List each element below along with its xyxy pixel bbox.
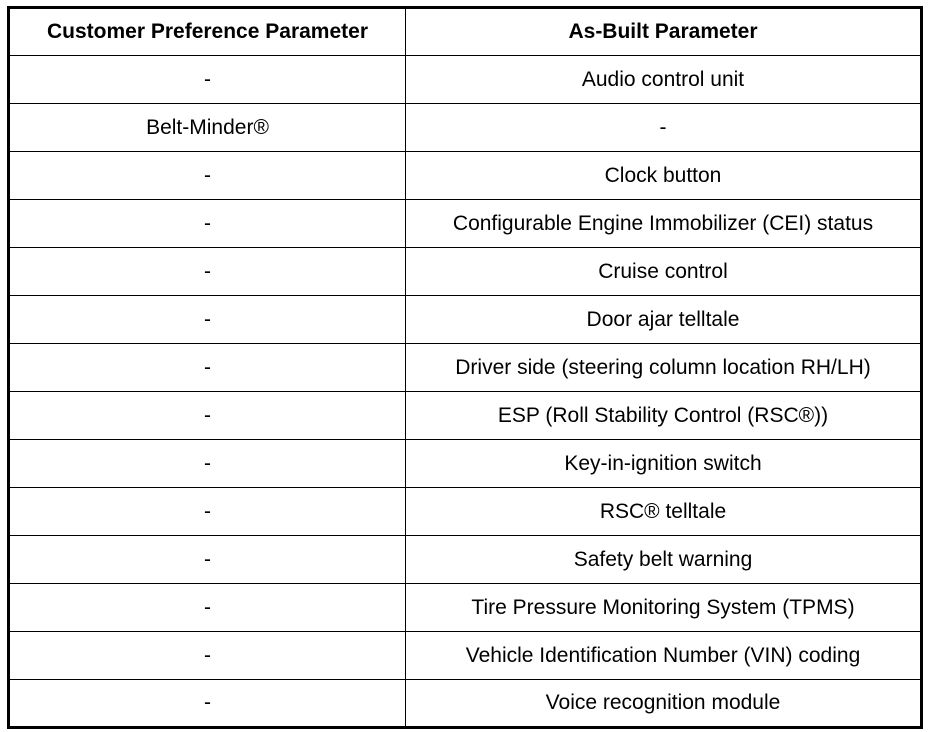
parameter-table [7, 6, 923, 729]
customer-preference-cell: - [9, 680, 406, 728]
as-built-cell: Door ajar telltale [406, 296, 922, 344]
parameter-table-container [7, 6, 920, 724]
as-built-cell: RSC® telltale [406, 488, 922, 536]
customer-preference-cell: - [9, 56, 406, 104]
table-row [9, 584, 922, 632]
as-built-cell: Cruise control [406, 248, 922, 296]
customer-preference-cell: - [9, 248, 406, 296]
table-row [9, 104, 922, 152]
table-row [9, 296, 922, 344]
as-built-cell: Voice recognition module [406, 680, 922, 728]
table-row [9, 344, 922, 392]
as-built-cell: Audio control unit [406, 56, 922, 104]
table-row [9, 200, 922, 248]
customer-preference-cell: - [9, 488, 406, 536]
customer-preference-cell: - [9, 200, 406, 248]
customer-preference-cell: - [9, 296, 406, 344]
table-row [9, 56, 922, 104]
table-row [9, 680, 922, 728]
table-row [9, 488, 922, 536]
as-built-cell: Safety belt warning [406, 536, 922, 584]
as-built-cell: - [406, 104, 922, 152]
customer-preference-cell: - [9, 632, 406, 680]
customer-preference-cell: - [9, 584, 406, 632]
table-row [9, 536, 922, 584]
table-header-row [9, 8, 922, 56]
table-row [9, 152, 922, 200]
as-built-cell: ESP (Roll Stability Control (RSC®)) [406, 392, 922, 440]
customer-preference-cell: - [9, 152, 406, 200]
table-row [9, 632, 922, 680]
customer-preference-cell: - [9, 440, 406, 488]
customer-preference-cell: Belt-Minder® [9, 104, 406, 152]
table-row [9, 248, 922, 296]
customer-preference-cell: - [9, 536, 406, 584]
customer-preference-cell: - [9, 344, 406, 392]
as-built-cell: Driver side (steering column location RH/LH) [406, 344, 922, 392]
as-built-cell: Key-in-ignition switch [406, 440, 922, 488]
column-header-as-built: As-Built Parameter [406, 8, 922, 56]
table-row [9, 440, 922, 488]
as-built-cell: Vehicle Identification Number (VIN) coding [406, 632, 922, 680]
table-row [9, 392, 922, 440]
column-header-customer-preference: Customer Preference Parameter [9, 8, 406, 56]
customer-preference-cell: - [9, 392, 406, 440]
as-built-cell: Configurable Engine Immobilizer (CEI) status [406, 200, 922, 248]
as-built-cell: Clock button [406, 152, 922, 200]
as-built-cell: Tire Pressure Monitoring System (TPMS) [406, 584, 922, 632]
